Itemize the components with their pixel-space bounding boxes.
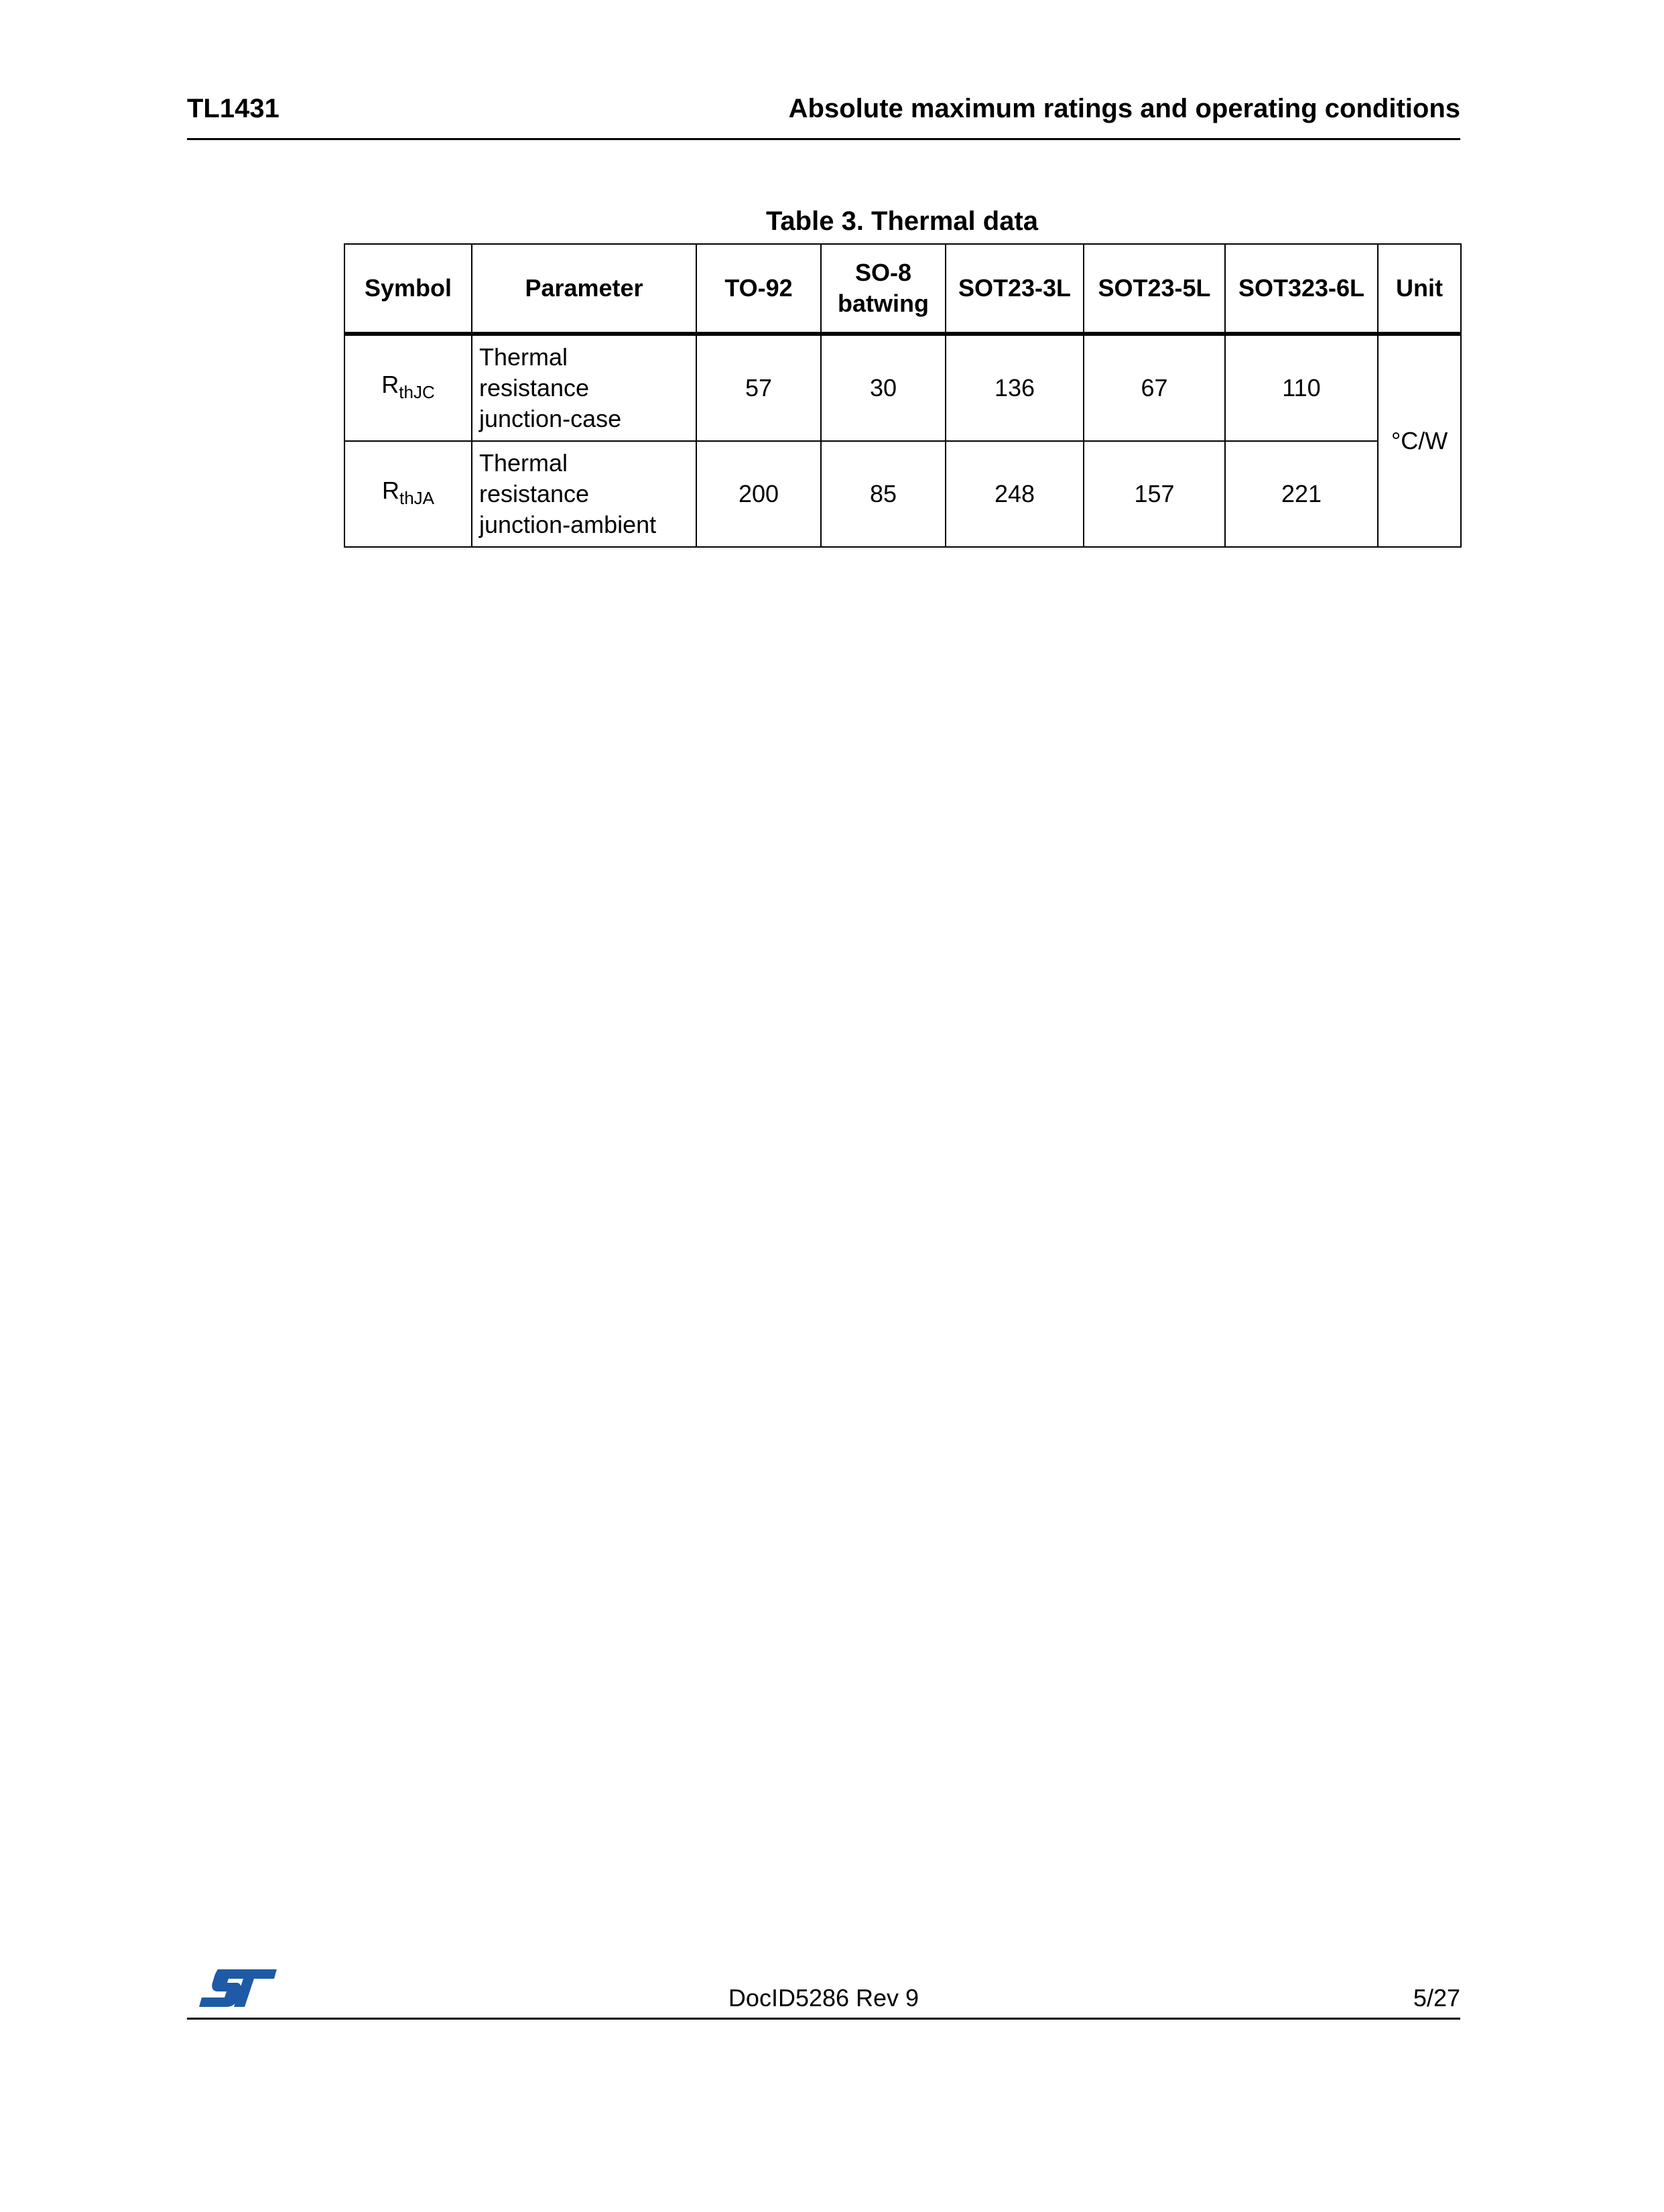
header-sot23-5l: SOT23-5L — [1084, 244, 1225, 334]
cell-sot323-6l: 110 — [1225, 334, 1378, 441]
header-sot323-6l: SOT323-6L — [1225, 244, 1378, 334]
header-so8-line1: SO-8 — [854, 259, 912, 286]
header-sot23-3l: SOT23-3L — [946, 244, 1084, 334]
footer-doc-reference: DocID5286 Rev 9 — [728, 1984, 919, 2012]
table-row — [344, 334, 1461, 441]
param-line: Thermal — [479, 343, 568, 371]
param-line: resistance — [479, 374, 590, 402]
symbol-main: R — [381, 370, 399, 398]
page-header — [187, 88, 1460, 140]
param-line: junction-ambient — [479, 511, 657, 538]
header-parameter: Parameter — [472, 244, 696, 334]
header-to92: TO-92 — [696, 244, 821, 334]
thermal-data-table — [344, 243, 1462, 548]
header-so8-line2: batwing — [838, 290, 929, 317]
header-so8-batwing — [821, 244, 946, 334]
header-doc-id: TL1431 — [187, 94, 279, 123]
cell-symbol — [344, 334, 472, 441]
symbol-subscript: thJA — [399, 487, 435, 508]
cell-sot23-5l: 67 — [1084, 334, 1225, 441]
cell-parameter — [472, 441, 696, 547]
header-unit: Unit — [1378, 244, 1461, 334]
cell-sot23-5l: 157 — [1084, 441, 1225, 547]
cell-unit: °C/W — [1378, 334, 1461, 547]
cell-sot23-3l: 248 — [946, 441, 1084, 547]
cell-sot323-6l: 221 — [1225, 441, 1378, 547]
symbol-subscript: thJC — [399, 381, 435, 402]
cell-so8: 30 — [821, 334, 946, 441]
table-caption: Table 3. Thermal data — [765, 206, 1039, 236]
table-row — [344, 441, 1461, 547]
param-line: resistance — [479, 480, 590, 507]
cell-so8: 85 — [821, 441, 946, 547]
cell-to92: 200 — [696, 441, 821, 547]
cell-sot23-3l: 136 — [946, 334, 1084, 441]
header-symbol: Symbol — [344, 244, 472, 334]
cell-parameter — [472, 334, 696, 441]
cell-to92: 57 — [696, 334, 821, 441]
param-line: Thermal — [479, 449, 568, 477]
symbol-main: R — [381, 476, 399, 504]
page-footer — [187, 1964, 1460, 2020]
footer-page-number: 5/27 — [1413, 1984, 1460, 2012]
param-line: junction-case — [479, 405, 622, 432]
header-section-title: Absolute maximum ratings and operating conditions — [788, 94, 1460, 123]
table-header-row — [344, 244, 1461, 334]
cell-symbol — [344, 441, 472, 547]
